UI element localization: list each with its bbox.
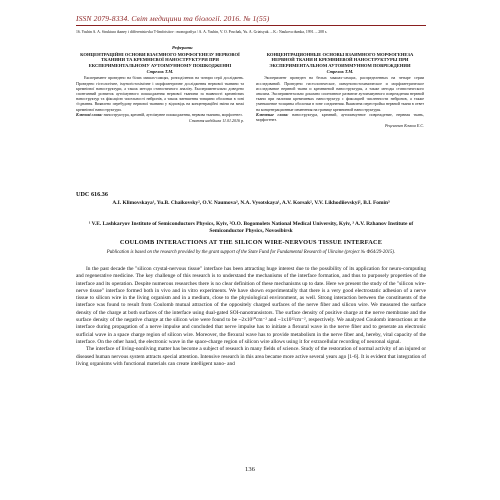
abstract-date: Стаття надійшла 11.01.2016 р.	[189, 118, 244, 124]
abstract-body: Эксперимент проведен на белых мышах-самцах, распределенных на четыре серии исследований. Проведено гистологическое, иммуногистохимическое и морфометрическое исследование нервной ткани и кремниевой наноструктуры, а также методы статистического анализа. Экспериментально доказано спонтанное развитие аутоиммунного повреждения нервной ткани при наличии кремниевых наноструктур с фиксацией численности нейронов, а также уменьшение толщины оболочки в зоне соединения. Выявлена перестройка нервной ткани в ответ на концентрационные изменения на границе кремниевой наноструктуры.	[256, 75, 424, 112]
udc-code: UDC 616.36	[76, 191, 108, 198]
reference-entry: 16. Yashin A. A. Struktura tkaney i differentsiovka T-limfotsitov : monografiya / A. A. Yashin, V. O. Poschak, Yu. A. Griatsyuk. – K.: Naukova dumka, 1991. – 208 s.	[76, 30, 328, 34]
article-title: COULOMB INTERACTIONS AT THE SILICON WIRE-NERVOUS TISSUE INTERFACE	[119, 239, 383, 246]
abstract-ukrainian	[76, 52, 244, 123]
body-paragraph: The interface of living-nonliving matter has become a subject of research in many fields of science. Study of the restoration of normal activity of an injured or diseased human nervous system attracts special attention. Intensive research in this area became more active several years ago [1-6]. It is evident that integration of living organisms with functional materials can create intelligent nano- and	[76, 346, 426, 367]
body-paragraph: In the past decade the "silicon crystal-nervous tissue" interface has been attracting huge interest due to the possibility of its application for neuro-computing and regenerative medicine. The key challenge of this research is to understand the mechanisms of the interface formation, and thus to purposely properties of the interface and its operation. Despite numerous researches there is no clear definition of these mechanisms up to date. Here we present the study of the "silicon wire-nerve tissue" interface formed both in vivo and in vitro experiments. We have shown experimentally that there is a very good electrostatic adhesion of a nerve tissue to silicon wire in the living organism and in a medium, close to the physiological environment, as well. Strong interaction between the constituents of the interface was found to result from Coulomb mutual attraction of the oppositely charged surfaces of the nerve fiber and silicon wire. We measured the surface density of the charge at both surfaces of the interface using dual-gated SOI-nanotransistors. The surface density of positive charge at the nerve membrane and the surface density of the negative charge at the silicon wire were found to be ~2x10¹⁰cm⁻² and ~1x10¹²cm⁻², respectively. We analyzed Coulomb interactions at the interface during propagation of a nerve impulse and concluded that nerve impulse has to initiate a flexural wave in the nerve fiber and to generate an electronic surficial wave in a space charge region of silicon wire. Moreover, the flexural wave has to provide metabolism in the nerve fiber and, hereby, vital capacity of the interface. On the other hand, the electronic wave in the space-charge region of silicon wire allows using it for extracellular recording of neuronal signal.	[76, 266, 426, 345]
abstracts-heading: Реферати	[172, 45, 193, 50]
funding-note: Publication is based on the research provided by the grant support of the State Fund for Fundamental Research of Ukraine (project № Ф64/29-2015).	[106, 250, 396, 255]
abstract-body: Експеримент проведено на білих мишах-самцях, розподілених на чотири серії досліджень. Проведено гістологічне, імуногістохімічне і морфометричне дослідження нервової тканини та кремнієвої наноструктури, а також методи статистичного аналізу. Експериментально доведено спонтанний розвиток аутоімунного пошкодження нервової тканини за наявності кремнієвих наноструктур та фіксацією чисельності нейронів, а також зменшення товщини оболонки в зоні з'єднання. Виявлено перебудову нервової тканини у відповідь на концентраційні зміни на межі кремнієвої наноструктури.	[76, 75, 244, 112]
keywords-label: Ключевые слова:	[256, 111, 289, 117]
journal-header: ISSN 2079-8334. Світ медицини та біології. 2016. № 1(55)	[76, 14, 270, 23]
abstract-author: Стрелок Т.М.	[326, 69, 354, 75]
abstract-keywords	[256, 112, 424, 122]
abstract-keywords	[76, 112, 244, 117]
abstract-russian	[256, 52, 424, 128]
abstract-title: КОНЦЕНТРАЦИОННЫЕ ОСНОВЫ ВЗАИМНОГО МОРФОГЕНЕЗА НЕРВНОЙ ТКАНИ И КРЕМНИЕВОЙ НАНОСТРУКТУРЫ ПРИ ЭКСПЕРИМЕНТАЛЬНОМ АУТОИММУННОМ ПОВРЕЖДЕНИИ	[266, 52, 414, 68]
page-number: 136	[245, 466, 255, 473]
article-body	[76, 266, 426, 368]
keywords-text: наноструктура, кремній, аутоімунне пошкодження, нервова тканина, морфогенез.	[103, 111, 243, 117]
keywords-text: наноструктура, кремний, аутоиммунное повреждение, нервная ткань, морфогенез.	[256, 111, 425, 123]
abstract-reviewer: Рецензент Кочков Е.С.	[384, 123, 424, 129]
article-authors: A.I. Klimovskaya¹, Yu.B. Chaikovsky², O.V. Naumova³, N.A. Vysotskaya¹, A.V. Korsak², V.V. Likhodiievskyi², B.I. Fomin³	[112, 200, 390, 206]
keywords-label: Ключові слова:	[76, 111, 103, 117]
header-rule	[76, 25, 426, 26]
abstract-title: КОНЦЕНТРАЦІЙНІ ОСНОВИ ВЗАЄМНОГО МОРФОГЕНЕЗУ НЕРВОВОЇ ТКАНИНИ ТА КРЕМНІЄВОЇ НАНОСТРУКТУРИ ПРИ ЕКСПЕРИМЕНТАЛЬНОМУ АУТОІМУННОМУ ПОШКОДЖЕННІ	[80, 52, 240, 68]
article-affiliations: ¹ V.E. Lashkaryov Institute of Semiconductors Physics, Kyiv, ²O.O. Bogomolets National Medical University, Kyiv, ³ A.V. Rzhanov Institute of Semiconductor Physics, Novosibirsk	[88, 221, 414, 234]
abstract-author: Стрелок Т.М.	[146, 69, 174, 75]
